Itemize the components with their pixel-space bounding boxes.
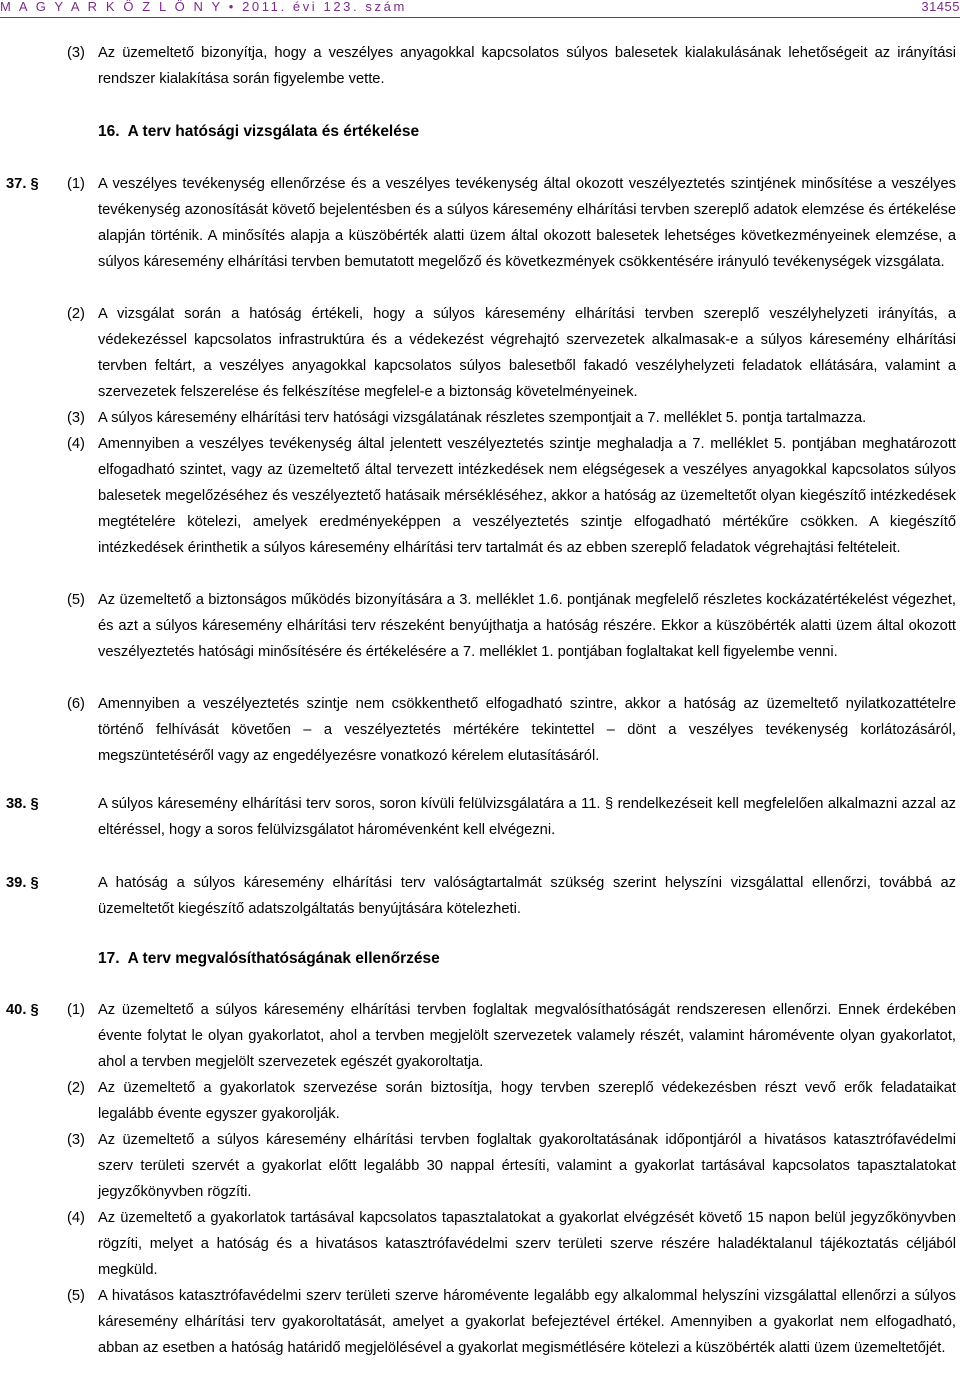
- paragraph-text: Az üzemeltető a gyakorlatok tartásával kapcsolatos tapasztalatokat a gyakorlat elvégzését követő 15 napon belül jegyzőkönyvben rögzíti, melyet a hatóság és a hivatásos katasztrófavédelmi szerv területi szerve részére haladéktalanul tájékoztatás céljából megküld.: [98, 1210, 956, 1278]
- paragraph-text: A súlyos káresemény elhárítási terv soros, soron kívüli felülvizsgálatára a 11. § rendelkezéseit kell megfelelően alkalmazni azzal az eltéréssel, hogy a soros felülvizsgálatot háromévenként kell elvégezni.: [98, 796, 956, 838]
- paragraph-number: (5): [67, 592, 85, 608]
- paragraph-text: A vizsgálat során a hatóság értékeli, hogy a súlyos káresemény elhárítási tervben szereplő veszélyhelyzeti irányítás, a védekezéssel kapcsolatos infrastruktúra és a védekezést végrehajtó szervezetek alkalmasak-e a súlyos káresemény elhárítási tervben feltárt, a veszélyes anyagokkal kapcsolatos súlyos balesetből fakadó veszélyhelyzeti feladatok ellátására, valamint a szervezetek felszerelése és felkészítése megfelel-e a biztonság követelményeinek.: [98, 306, 956, 400]
- section-heading: [98, 119, 419, 145]
- page-header: [0, 0, 960, 14]
- heading-number: 16.: [98, 123, 120, 140]
- paragraph-number: (2): [67, 306, 85, 322]
- paragraph-number: (1): [67, 1002, 85, 1018]
- paragraph-text: Amennyiben a veszélyeztetés szintje nem csökkenthető elfogadható szintre, akkor a hatóság az üzemeltető nyilatkozattételre történő felhívását követően – a veszélyeztetés mértékére tekintettel – dönt a veszélyes tevékenység korlátozásáról, megszüntetéséről vagy az engedélyezésre vonatkozó kérelem elutasításáról.: [98, 696, 956, 764]
- paragraph-number: (6): [67, 696, 85, 712]
- section-number: 38. §: [6, 796, 39, 812]
- heading-number: 17.: [98, 950, 120, 967]
- paragraph-text: A súlyos káresemény elhárítási terv hatósági vizsgálatának részletes szempontjait a 7. melléklet 5. pontja tartalmazza.: [98, 410, 867, 426]
- paragraph-number: (5): [67, 1288, 85, 1304]
- paragraph-number: (3): [67, 45, 85, 61]
- section-number: 39. §: [6, 875, 39, 891]
- paragraph-text: Az üzemeltető bizonyítja, hogy a veszélyes anyagokkal kapcsolatos súlyos balesetek kialakulásának lehetőségeit az irányítási rendszer kialakítása során figyelembe vette.: [98, 45, 956, 87]
- journal-title: M A G Y A R K Ö Z L Ö N Y • 2011. évi 123. szám: [0, 0, 407, 14]
- page-number: 31455: [921, 0, 960, 14]
- heading-title: A terv hatósági vizsgálata és értékelése: [127, 123, 420, 140]
- paragraph-number: (4): [67, 1210, 85, 1226]
- paragraph-number: (3): [67, 410, 85, 426]
- paragraph-text: A hivatásos katasztrófavédelmi szerv területi szerve háromévente legalább egy alkalommal helyszíni vizsgálattal ellenőrzi a súlyos káresemény elhárítási terv gyakoroltatását, amelyet a gyakorlat befejeztével értékel. Amennyiben a gyakorlat nem elfogadható, abban az esetben a hatóság határidő megjelölésével a gyakorlat megismétlésére kötelezi a küszöbérték alatti üzem üzemeltetőjét.: [98, 1288, 956, 1356]
- paragraph-number: (1): [67, 176, 85, 192]
- paragraph-text: Az üzemeltető a súlyos káresemény elhárítási tervben foglaltak megvalósíthatóságát rendszeresen ellenőrzi. Ennek érdekében évente folytat le olyan gyakorlatot, ahol a tervben megjelölt szervezetek valamely részét, valamint háromévente olyan gyakorlatot, ahol a tervben megjelölt szervezetek egészét gyakoroltatja.: [98, 1002, 956, 1070]
- header-divider: [0, 17, 960, 18]
- paragraph-text: Az üzemeltető a súlyos káresemény elhárítási tervben foglaltak gyakoroltatásának időpontjáról a hivatásos katasztrófavédelmi szerv területi szervét a gyakorlat előtt legalább 30 nappal értesíti, valamint a gyakorlat tartásával kapcsolatos tapasztalatokat jegyzőkönyvben rögzíti.: [98, 1132, 956, 1200]
- paragraph-number: (2): [67, 1080, 85, 1096]
- section-number: 40. §: [6, 1002, 39, 1018]
- paragraph-text: A veszélyes tevékenység ellenőrzése és a veszélyes tevékenység által okozott veszélyeztetés szintjének minősítése a veszélyes tevékenység azonosítását követő bejelentésben és a súlyos káresemény elhárítási tervben szereplő adatok elemzése és értékelése alapján történik. A minősítés alapja a küszöbérték alatti üzem által okozott balesetek lehetséges következményeinek elemzése, a súlyos káresemény elhárítási tervben bemutatott megelőző és következmények csökkentésére irányuló tevékenységek vizsgálata.: [98, 176, 956, 270]
- section-number: 37. §: [6, 176, 39, 192]
- heading-title: A terv megvalósíthatóságának ellenőrzése: [127, 950, 440, 967]
- paragraph-number: (3): [67, 1132, 85, 1148]
- paragraph-text: A hatóság a súlyos káresemény elhárítási terv valóságtartalmát szükség szerint helyszíni vizsgálattal ellenőrzi, továbbá az üzemeltetőt kiegészítő adatszolgáltatás benyújtására kötelezheti.: [98, 875, 956, 917]
- paragraph-text: Az üzemeltető a gyakorlatok szervezése során biztosítja, hogy tervben szereplő védekezésben részt vevő erők feladataikat legalább évente egyszer gyakorolják.: [98, 1080, 956, 1122]
- paragraph-number: (4): [67, 436, 85, 452]
- paragraph-text: Az üzemeltető a biztonságos működés bizonyítására a 3. melléklet 1.6. pontjának megfelelő részletes kockázatértékelést végezhet, és azt a súlyos káresemény elhárítási terv részeként benyújthatja a hatóság részére. Ekkor a küszöbérték alatti üzem által okozott veszélyeztetés hatósági minősítésére és értékelésére a 7. melléklet 1. pontjában foglaltakat kell figyelembe venni.: [98, 592, 956, 660]
- paragraph-text: Amennyiben a veszélyes tevékenység által jelentett veszélyeztetés szintje meghaladja a 7. melléklet 5. pontjában meghatározott elfogadható szintet, vagy az üzemeltető által tervezett intézkedések nem elégségesek a veszélyes anyagokkal kapcsolatos súlyos balesetek megelőzéséhez és veszélyeztető hatásaik mérsékléséhez, akkor a hatóság az üzemeltetőt olyan kiegészítő intézkedések megtételére kötelezi, amelyek eredményeképpen a veszélyeztetés szintje elfogadható mértékűre csökken. A kiegészítő intézkedések érinthetik a súlyos káresemény elhárítási terv tartalmát és az ebben szereplő feladatok végrehajtási feltételeit.: [98, 436, 956, 556]
- section-heading: [98, 946, 440, 972]
